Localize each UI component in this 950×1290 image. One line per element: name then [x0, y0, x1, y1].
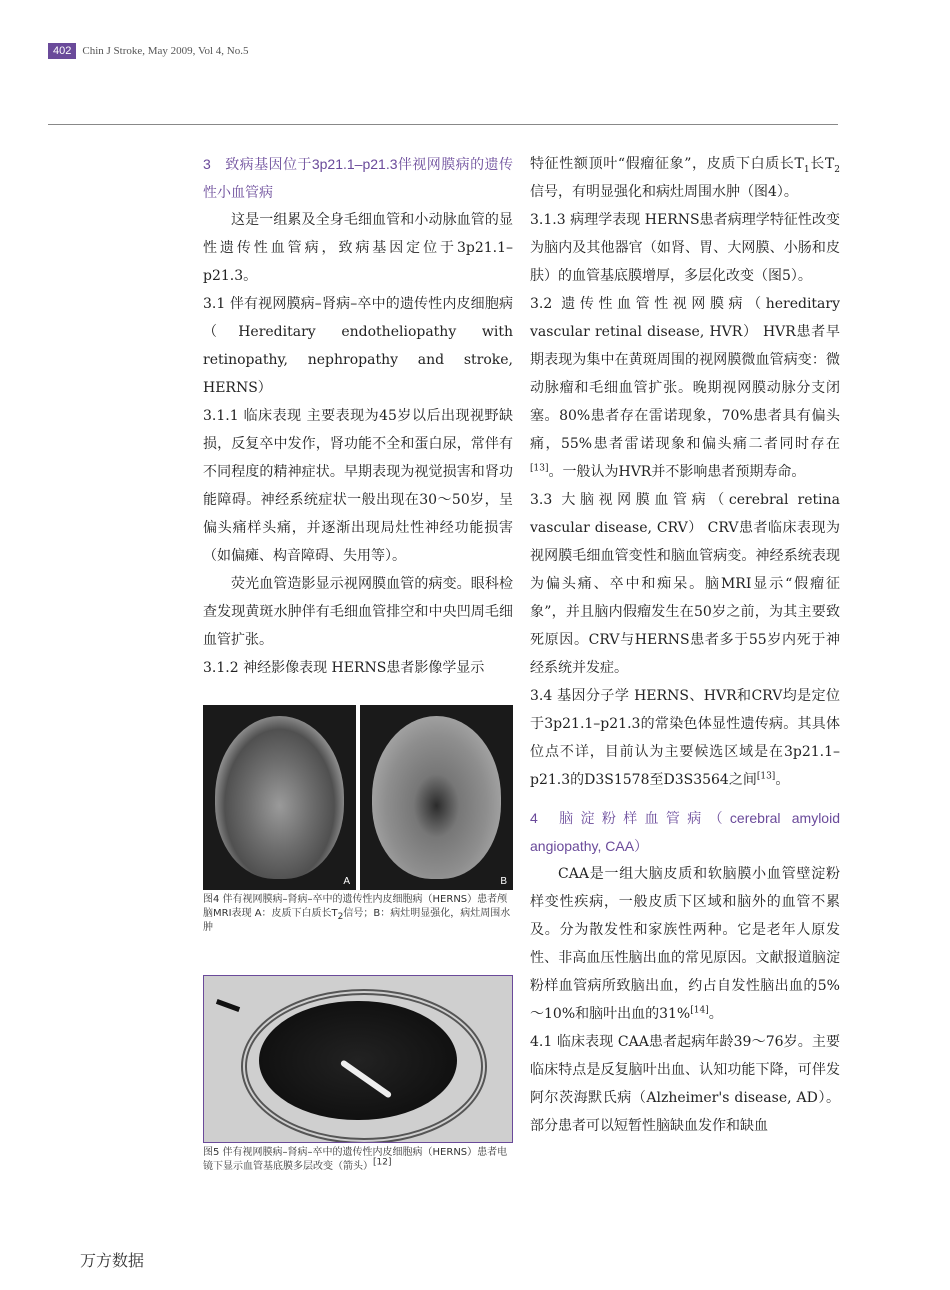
header-rule	[48, 124, 838, 125]
paragraph: 4.1 临床表现 CAA患者起病年龄39～76岁。主要临床特点是反复脑叶出血、认知功能下降，可伴发阿尔茨海默氏病（Alzheimer's disease, AD）。部分患者可以短暂性脑缺血发作和缺血	[530, 1034, 840, 1134]
paragraph: 荧光血管造影显示视网膜血管的病变。眼科检查发现黄斑水肿伴有毛细血管排空和中央凹周毛细血管扩张。	[203, 576, 513, 648]
paragraph: 3.1.3 病理学表现 HERNS患者病理学特征性改变为脑内及其他器官（如肾、胃、大网膜、小肠和皮肤）的血管基底膜增厚，多层化改变（图5）。	[530, 212, 840, 284]
mri-image-b: B	[360, 705, 513, 890]
paragraph: 3.2 遗传性血管性视网膜病（hereditary vascular retinal disease, HVR） HVR患者早期表现为集中在黄斑周围的视网膜微血管病变：微动脉瘤和毛细血管扩张。晚期视网膜动脉分支闭塞。80%患者存在雷诺现象，70%患者具有偏头痛，55%患者雷诺现象和偏头痛二者同时存在[13]。一般认为HVR并不影响患者预期寿命。	[530, 296, 840, 480]
paragraph: 3.1.1 临床表现 主要表现为45岁以后出现视野缺损，反复卒中发作，肾功能不全和蛋白尿，常伴有不同程度的精神症状。早期表现为视觉损害和肾功能障碍。神经系统症状一般出现在30～50岁，呈偏头痛样头痛，并逐渐出现局灶性神经功能损害（如偏瘫、构音障碍、失用等）。	[203, 408, 513, 564]
paragraph: 3.1.2 神经影像表现 HERNS患者影像学显示	[203, 660, 485, 676]
page-number: 402	[48, 43, 76, 59]
paragraph: 3.3 大脑视网膜血管病（cerebral retina vascular disease, CRV） CRV患者临床表现为视网膜毛细血管变性和脑血管病变。神经系统表现为偏头痛、卒中和痴呆。脑MRI显示“假瘤征象”，并且脑内假瘤发生在50岁之前，为其主要致死原因。CRV与HERNS患者多于55岁内死于神经系统并发症。	[530, 492, 840, 676]
subsection-3-1-heading: 3.1 伴有视网膜病–肾病–卒中的遗传性内皮细胞病（Hereditary endotheliopathy with retinopathy, nephropathy and stroke, HERNS）	[203, 296, 513, 396]
left-column	[203, 150, 513, 682]
figure-4-mri	[203, 705, 513, 890]
figure-5-electron-micrograph	[203, 975, 513, 1143]
paragraph: 这是一组累及全身毛细血管和小动脉血管的显性遗传性血管病，致病基因定位于3p21.1–p21.3。	[203, 212, 513, 284]
footer-watermark: 万方数据	[80, 1251, 145, 1270]
page-header	[48, 40, 249, 62]
journal-citation: Chin J Stroke, May 2009, Vol 4, No.5	[82, 45, 249, 57]
arrow-icon	[216, 999, 240, 1012]
mri-image-a: A	[203, 705, 356, 890]
paragraph: 特征性额顶叶“假瘤征象”，皮质下白质长$T_1$长$T_2$信号，有明显强化和病灶周围水肿（图4）。	[530, 156, 841, 200]
figure-4-caption: 图4 伴有视网膜病–肾病–卒中的遗传性内皮细胞病（HERNS）患者颅脑MRI表现 A：皮质下白质长$T_2$信号；B：病灶明显强化，病灶周围水肿	[203, 894, 511, 933]
paragraph: CAA是一组大脑皮质和软脑膜小血管壁淀粉样变性疾病，一般皮质下区域和脑外的血管不累及。分为散发性和家族性两种。它是老年人原发性、非高血压性脑出血的常见原因。文献报道脑淀粉样血管病所致脑出血，约占自发性脑出血的5%～10%和脑叶出血的31%[14]。	[530, 866, 840, 1022]
right-column	[530, 150, 840, 1140]
section-3-heading: 3 致病基因位于3p21.1–p21.3伴视网膜病的遗传性小血管病	[203, 156, 513, 200]
section-4-heading: 4 脑淀粉样血管病（cerebral amyloid angiopathy, CAA）	[530, 810, 840, 854]
figure-5-caption: 图5 伴有视网膜病–肾病–卒中的遗传性内皮细胞病（HERNS）患者电镜下显示血管基底膜多层改变（箭头）[12]	[203, 1147, 508, 1172]
paragraph: 3.4 基因分子学 HERNS、HVR和CRV均是定位于3p21.1–p21.3的常染色体显性遗传病。其具体位点不详，目前认为主要候选区域是在3p21.1–p21.3的D3S1578至D3S3564之间[13]。	[530, 688, 840, 788]
